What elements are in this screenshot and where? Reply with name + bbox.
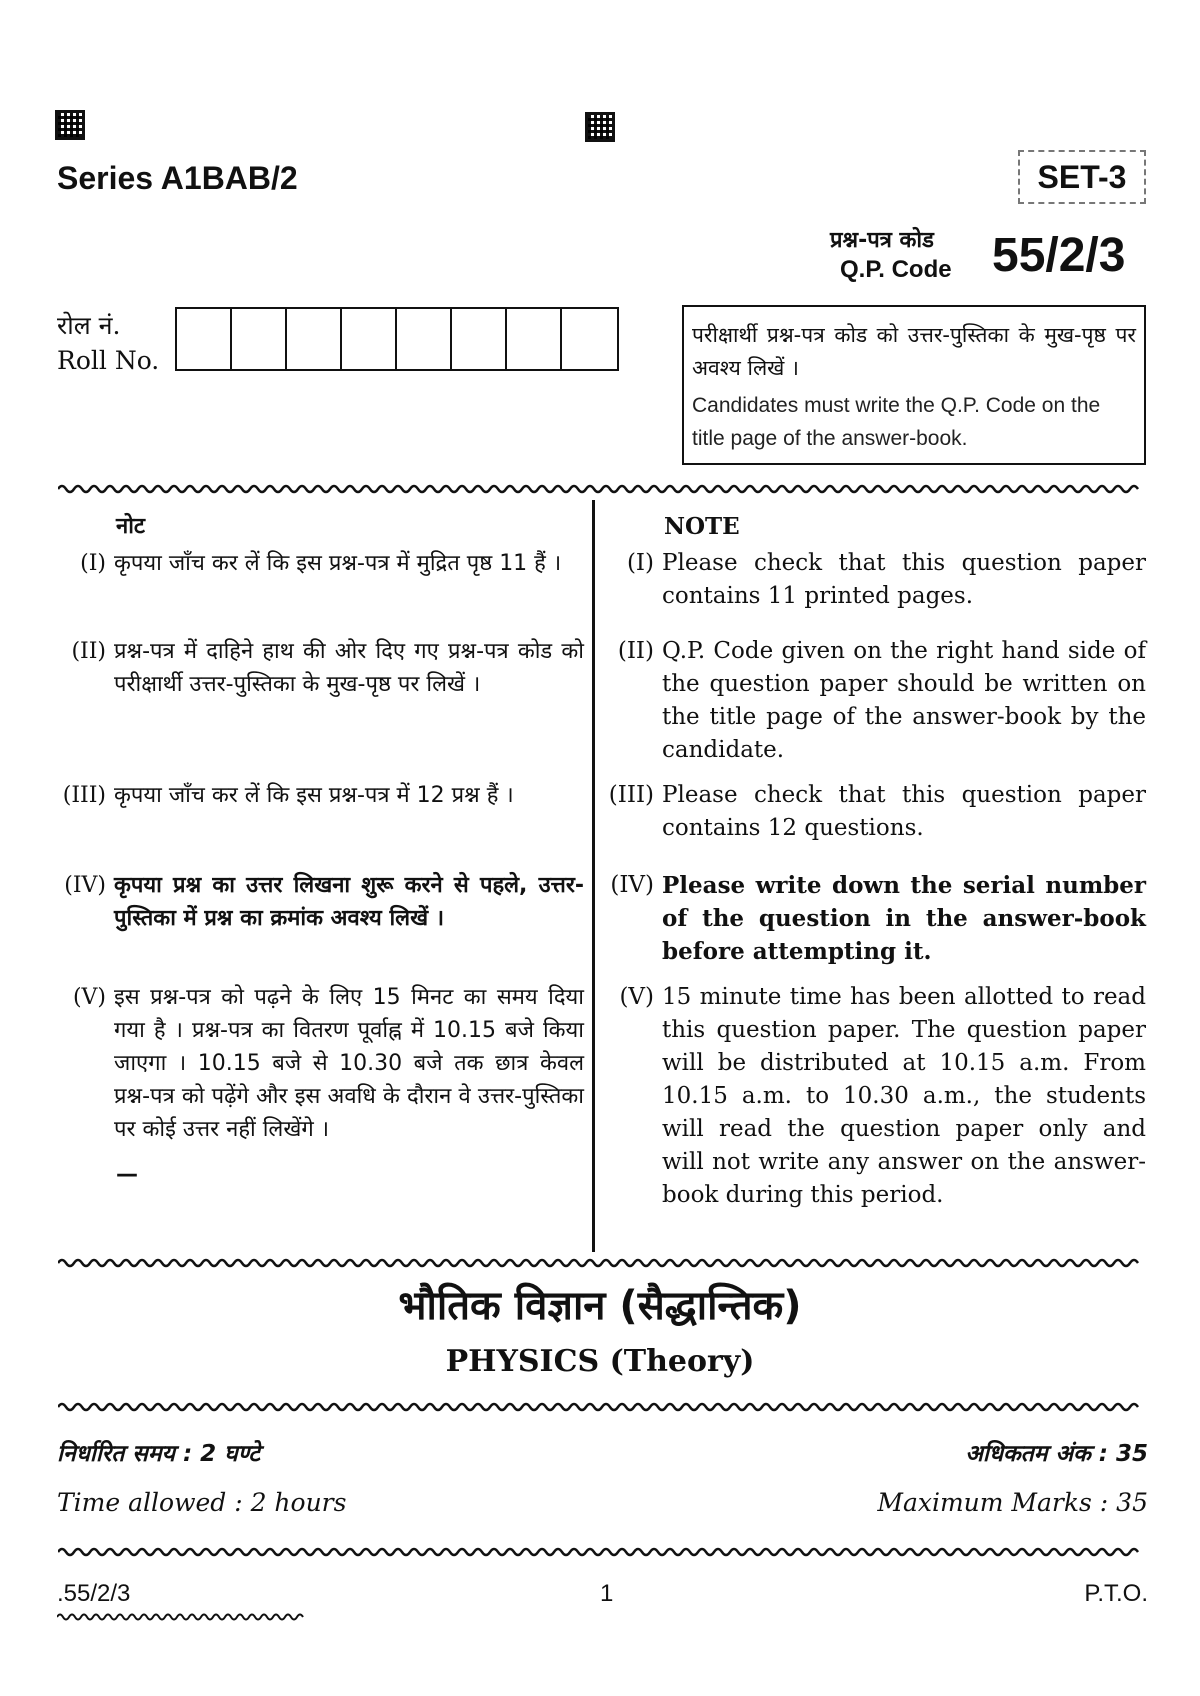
set-badge xyxy=(1018,150,1146,204)
note-item-hi xyxy=(54,547,584,623)
roll-digit-box[interactable] xyxy=(397,309,452,369)
max-marks-hi: अधिकतम अंक : 35 xyxy=(965,1441,1148,1467)
item-number: (I) xyxy=(626,550,654,576)
note-item-en xyxy=(602,547,1146,623)
note-item-hi xyxy=(54,869,584,969)
roll-label-en: Roll No. xyxy=(57,346,160,375)
note-english xyxy=(602,510,1146,1224)
item-text: Please check that this question paper contains 11 printed pages. xyxy=(662,550,1146,609)
note-item-en xyxy=(602,869,1146,969)
roll-digit-box[interactable] xyxy=(177,309,232,369)
item-text: Please check that this question paper contains 12 questions. xyxy=(662,782,1146,841)
note-hindi xyxy=(54,510,584,1191)
item-number: (II) xyxy=(617,638,654,664)
qr-code-center xyxy=(585,112,615,142)
wavy-divider xyxy=(58,1545,1140,1559)
note-item-hi xyxy=(54,981,584,1146)
set-label: SET-3 xyxy=(1037,158,1127,195)
note-heading-hi: नोट xyxy=(116,514,145,539)
wavy-divider xyxy=(58,1400,1140,1414)
item-number: (V) xyxy=(619,984,654,1010)
note-item-en xyxy=(602,635,1146,767)
item-number: (II) xyxy=(71,639,106,664)
item-number: (III) xyxy=(62,783,106,808)
subject-title-hi: भौतिक विज्ञान (सैद्धान्तिक) xyxy=(398,1283,802,1329)
instruction-box xyxy=(682,305,1146,465)
time-allowed-en: Time allowed : 2 hours xyxy=(57,1488,347,1517)
note-item-hi xyxy=(54,635,584,767)
note-item-hi xyxy=(54,779,584,857)
time-allowed-hi: निर्धारित समय : 2 घण्टे xyxy=(57,1441,261,1467)
instruction-text-hi: परीक्षार्थी प्रश्न-पत्र कोड को उत्तर-पुस्तिका के मुख-पृष्ठ पर अवश्य लिखें । xyxy=(692,323,1136,380)
roll-digit-box[interactable] xyxy=(287,309,342,369)
roll-label-hi: रोल नं. xyxy=(57,311,121,340)
roll-number-boxes xyxy=(175,307,619,371)
qr-code-left xyxy=(55,110,85,140)
footer-code-underline xyxy=(57,1612,305,1622)
item-text: कृपया जाँच कर लें कि इस प्रश्न-पत्र में मुद्रित पृष्ठ 11 हैं । xyxy=(114,551,562,576)
item-text: कृपया जाँच कर लें कि इस प्रश्न-पत्र में 12 प्रश्न हैं । xyxy=(114,783,514,808)
column-divider xyxy=(592,500,595,1252)
item-text: Please write down the serial number of the question in the answer-book before attempting it. xyxy=(662,872,1146,965)
wavy-divider xyxy=(58,482,1140,496)
footer-code: .55/2/3 xyxy=(57,1580,131,1607)
page-number: 1 xyxy=(600,1580,614,1607)
max-marks-en: Maximum Marks : 35 xyxy=(877,1488,1148,1517)
item-text: इस प्रश्न-पत्र को पढ़ने के लिए 15 मिनट का समय दिया गया है । प्रश्न-पत्र का वितरण पूर्वाह्न में 10.15 बजे किया जाएगा । 10.15 बजे से 10.30 बजे तक छात्र केवल प्रश्न-पत्र को पढ़ेंगे और इस अवधि के दौरान वे उत्तर-पुस्तिका पर कोई उत्तर नहीं लिखेंगे । xyxy=(114,985,584,1142)
note-item-en xyxy=(602,779,1146,857)
roll-digit-box[interactable] xyxy=(562,309,617,369)
item-text: 15 minute time has been allotted to read this question paper. The question paper will be distributed at 10.15 a.m. From 10.15 a.m. to 10.30 a.m., the students will read the question paper only and will not write any answer on the answer-book during this period. xyxy=(662,984,1146,1208)
pto-label: P.T.O. xyxy=(1084,1580,1148,1607)
roll-digit-box[interactable] xyxy=(342,309,397,369)
roll-digit-box[interactable] xyxy=(507,309,562,369)
item-number: (I) xyxy=(80,551,106,576)
note-heading-en: NOTE xyxy=(664,513,740,540)
item-number: (IV) xyxy=(610,872,654,898)
item-number: (III) xyxy=(608,782,654,808)
qp-code-label-hi: प्रश्न-पत्र कोड xyxy=(830,228,934,253)
series-label: Series A1BAB/2 xyxy=(57,160,298,196)
qp-code-label-en: Q.P. Code xyxy=(840,256,952,283)
item-text: कृपया प्रश्न का उत्तर लिखना शुरू करने से पहले, उत्तर-पुस्तिका में प्रश्न का क्रमांक अवश्य लिखें । xyxy=(114,873,584,931)
instruction-text-en: Candidates must write the Q.P. Code on the title page of the answer-book. xyxy=(692,394,1101,450)
item-number: (IV) xyxy=(64,873,106,898)
item-text: Q.P. Code given on the right hand side of the question paper should be written on the title page of the answer-book by the candidate. xyxy=(662,638,1146,763)
subject-title-en: PHYSICS (Theory) xyxy=(445,1344,755,1379)
note-item-en xyxy=(602,981,1146,1212)
roll-digit-box[interactable] xyxy=(232,309,287,369)
qp-code-value: 55/2/3 xyxy=(992,229,1126,282)
item-text: प्रश्न-पत्र में दाहिने हाथ की ओर दिए गए प्रश्न-पत्र कोड को परीक्षार्थी उत्तर-पुस्तिका के मुख-पृष्ठ पर लिखें । xyxy=(114,639,584,697)
note-dash: — xyxy=(116,1162,138,1187)
item-number: (V) xyxy=(72,985,106,1010)
wavy-divider xyxy=(58,1256,1140,1270)
roll-digit-box[interactable] xyxy=(452,309,507,369)
